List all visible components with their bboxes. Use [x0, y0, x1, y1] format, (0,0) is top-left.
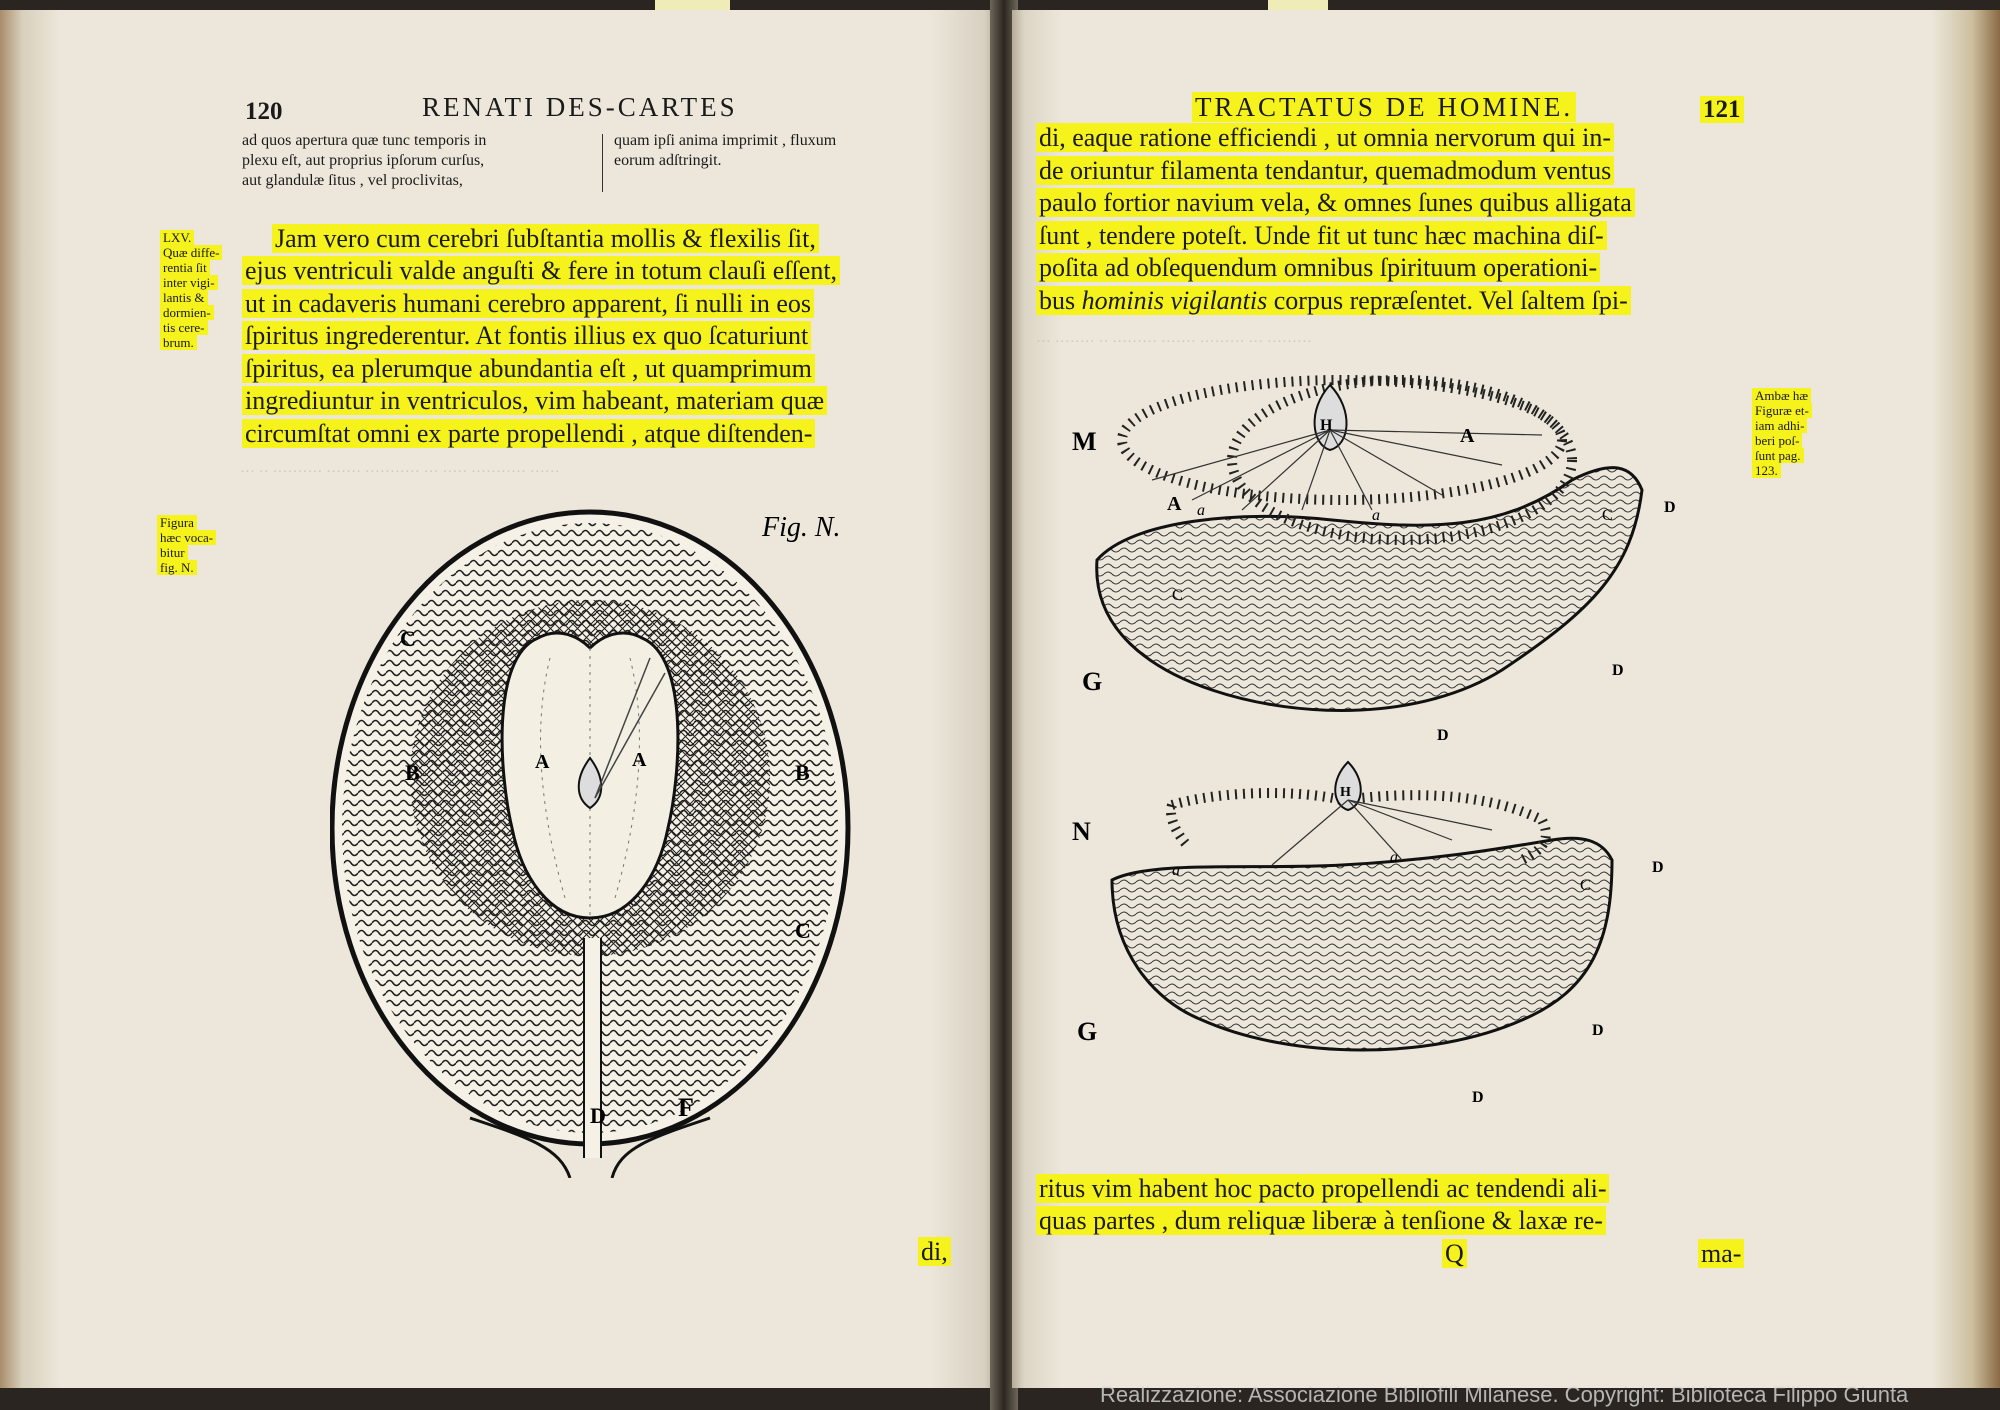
signature-mark: Q — [1442, 1238, 1467, 1269]
figure-label: F — [678, 1093, 694, 1122]
show-through-text: ··· ········ ·· ········· ······· ········· ··· ········· — [1036, 334, 1313, 350]
figure-label: D — [1664, 499, 1676, 516]
brain-figure-n-right — [1072, 750, 1732, 1110]
text-line: plexu eſt, aut proprius ipſorum curſus, — [242, 152, 485, 169]
figure-label: D — [1652, 859, 1664, 876]
figure-label: a — [1197, 502, 1205, 519]
figure-label: G — [1082, 667, 1103, 696]
figure-label: a — [1372, 507, 1380, 524]
figure-label: D — [1592, 1022, 1604, 1039]
brain-figure-m — [1072, 370, 1732, 750]
text-line: poſita ad obſequendum omnibus ſpirituum operationi- — [1036, 252, 1600, 283]
text-line: ad quos apertura quæ tunc temporis in — [242, 132, 487, 149]
show-through-text: ··· ·· ·········· ······· ··········· ··· ····· ··········· ······ — [240, 464, 560, 480]
text-line: ut in cadaveris humani cerebro apparent, ſi nulli in eos — [242, 288, 814, 319]
figure-label: A — [535, 751, 550, 773]
running-head: RENATI DES-CARTES — [422, 92, 738, 122]
text-line: ritus vim habent hoc pacto propellendi ac tendendi ali- — [1036, 1173, 1609, 1204]
figure-label: C — [795, 918, 811, 943]
text-line: ſpiritus ingrederentur. At fontis illius ex quo ſcaturiunt — [242, 320, 811, 351]
margin-note: LXV. Quæ diffe- rentia ſit inter vigi- lantis & dormien- tis cere- brum. — [160, 230, 222, 350]
right-page — [1012, 10, 2000, 1388]
figure-label: M — [1072, 427, 1097, 456]
column-rule — [602, 134, 603, 192]
figure-label: D — [1437, 727, 1449, 744]
figure-label: A — [1460, 425, 1475, 447]
text-line: quam ipſi anima imprimit , fluxum — [614, 132, 837, 149]
text-line: di, eaque ratione efficiendi , ut omnia nervorum qui in- — [1036, 122, 1614, 153]
text-line: eorum adſtringit. — [614, 152, 722, 169]
figure-caption: Fig. N. — [762, 512, 841, 543]
figure-label: a — [1172, 862, 1180, 879]
figure-label: A — [1167, 493, 1182, 515]
figure-label: C — [400, 626, 416, 651]
figure-label: D — [1612, 662, 1624, 679]
figure-label: C — [1172, 587, 1183, 604]
catchword: di, — [918, 1236, 951, 1267]
left-page — [0, 10, 995, 1388]
text-line: ſunt , tendere poteſt. Unde fit ut tunc hæc machina diſ- — [1036, 220, 1607, 251]
figure-label: D — [590, 1103, 606, 1128]
figure-label: B — [405, 760, 420, 785]
figure-label: C — [1580, 877, 1591, 894]
figure-label: G — [1077, 1017, 1098, 1046]
text-line: circumſtat omni ex parte propellendi , atque diſtenden- — [242, 418, 815, 449]
margin-note: Figura hæc voca- bitur fig. N. — [157, 515, 216, 575]
text-line: aut glandulæ ſitus , vel proclivitas, — [242, 172, 463, 189]
figure-label: a — [1390, 849, 1398, 866]
figure-label: A — [632, 749, 647, 771]
running-head: TRACTATUS DE HOMINE. — [1192, 92, 1576, 123]
figure-label: H — [1320, 417, 1333, 434]
figure-label: N — [1072, 817, 1091, 846]
text-line: de oriuntur filamenta tendantur, quemadmodum ventus — [1036, 155, 1614, 186]
text-line: ejus ventriculi valde anguſti & fere in totum clauſi eſſent, — [242, 255, 840, 286]
text-line: bus hominis vigilantis corpus repræſentet. Vel ſaltem ſpi- — [1036, 285, 1631, 316]
text-line: paulo fortior navium vela, & omnes ſunes quibus alligata — [1036, 187, 1635, 218]
text-line: ſpiritus, ea plerumque abundantia eſt , ut quamprimum — [242, 353, 815, 384]
page-number: 120 — [245, 98, 283, 125]
copyright-credit: Realizzazione: Associazione Bibliofili Milanese. Copyright: Biblioteca Filippo Giunta — [1100, 1382, 1909, 1407]
catchword: ma- — [1698, 1238, 1744, 1269]
figure-label: H — [1340, 785, 1351, 800]
margin-note: Ambæ hæ Figuræ et- iam adhi- beri poſ- ſunt pag. 123. — [1752, 388, 1812, 478]
text-line: ingrediuntur in ventriculos, vim habeant, materiam quæ — [242, 385, 827, 416]
text-line: quas partes , dum reliquæ liberæ à tenſione & laxæ re- — [1036, 1205, 1606, 1236]
figure-label: B — [795, 760, 810, 785]
text-line: Jam vero cum cerebri ſubſtantia mollis & flexilis ſit, — [272, 223, 819, 254]
figure-label: D — [1472, 1089, 1484, 1106]
figure-label: C — [1602, 507, 1613, 524]
brain-figure-n — [330, 498, 890, 1178]
page-number: 121 — [1700, 96, 1744, 124]
